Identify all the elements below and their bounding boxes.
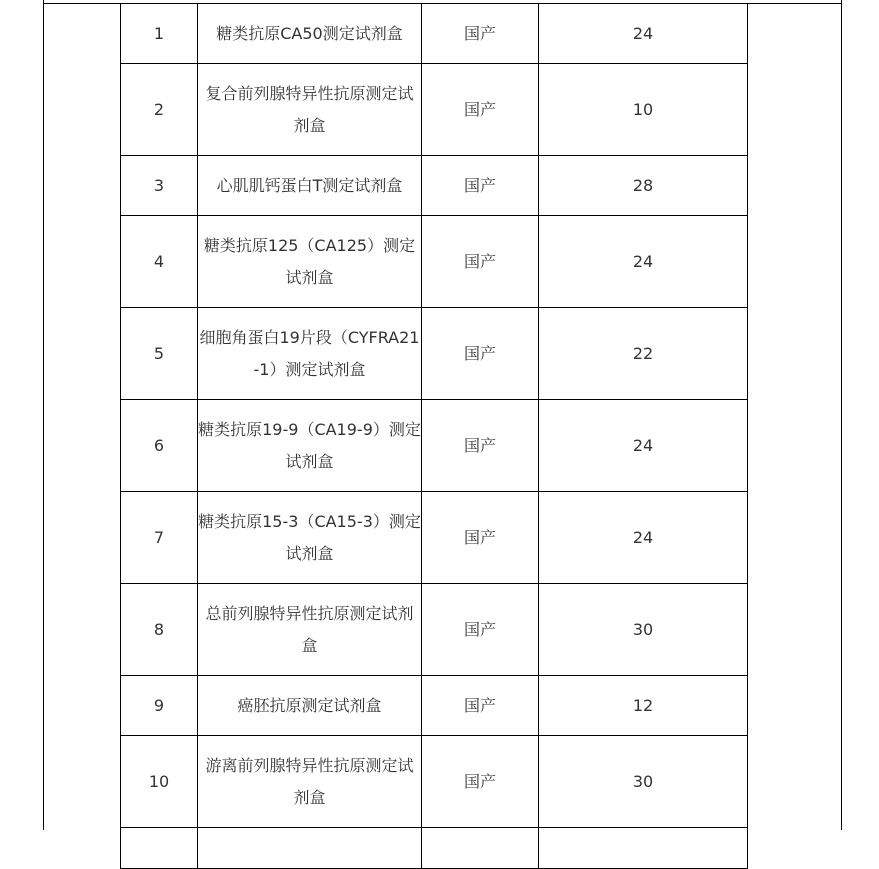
origin-cell: 国产	[422, 308, 539, 400]
table-row	[121, 584, 748, 676]
origin-cell: 国产	[422, 4, 539, 64]
quantity-cell: 12	[539, 676, 748, 736]
empty-cell	[539, 828, 748, 869]
table-row	[121, 492, 748, 584]
quantity-cell: 24	[539, 492, 748, 584]
product-name: 糖类抗原15-3（CA15-3）测定试剂盒	[198, 492, 422, 584]
outer-border-right	[841, 0, 842, 830]
origin-cell: 国产	[422, 676, 539, 736]
table-row	[121, 400, 748, 492]
quantity-cell: 30	[539, 736, 748, 828]
origin-cell: 国产	[422, 216, 539, 308]
table-row	[121, 308, 748, 400]
quantity-cell: 30	[539, 584, 748, 676]
quantity-cell: 28	[539, 156, 748, 216]
row-number: 1	[121, 4, 198, 64]
row-number: 8	[121, 584, 198, 676]
product-name: 总前列腺特异性抗原测定试剂盒	[198, 584, 422, 676]
product-name: 癌胚抗原测定试剂盒	[198, 676, 422, 736]
empty-cell	[198, 828, 422, 869]
product-name: 糖类抗原19-9（CA19-9）测定试剂盒	[198, 400, 422, 492]
table-row	[121, 828, 748, 869]
row-number: 5	[121, 308, 198, 400]
quantity-cell: 24	[539, 400, 748, 492]
row-number: 10	[121, 736, 198, 828]
row-number: 7	[121, 492, 198, 584]
row-number: 4	[121, 216, 198, 308]
origin-cell: 国产	[422, 584, 539, 676]
origin-cell: 国产	[422, 64, 539, 156]
table-row	[121, 4, 748, 64]
table-row	[121, 216, 748, 308]
outer-border-left	[43, 0, 44, 830]
product-name: 细胞角蛋白19片段（CYFRA21-1）测定试剂盒	[198, 308, 422, 400]
quantity-cell: 24	[539, 216, 748, 308]
product-name: 糖类抗原CA50测定试剂盒	[198, 4, 422, 64]
empty-cell	[422, 828, 539, 869]
product-name: 糖类抗原125（CA125）测定试剂盒	[198, 216, 422, 308]
quantity-cell: 22	[539, 308, 748, 400]
empty-cell	[121, 828, 198, 869]
table-row	[121, 736, 748, 828]
row-number: 2	[121, 64, 198, 156]
origin-cell: 国产	[422, 156, 539, 216]
row-number: 9	[121, 676, 198, 736]
reagent-table	[120, 3, 748, 869]
product-name: 复合前列腺特异性抗原测定试剂盒	[198, 64, 422, 156]
quantity-cell: 24	[539, 4, 748, 64]
table-row	[121, 156, 748, 216]
product-name: 游离前列腺特异性抗原测定试剂盒	[198, 736, 422, 828]
table-row	[121, 676, 748, 736]
origin-cell: 国产	[422, 400, 539, 492]
table-row	[121, 64, 748, 156]
row-number: 3	[121, 156, 198, 216]
quantity-cell: 10	[539, 64, 748, 156]
product-name: 心肌肌钙蛋白T测定试剂盒	[198, 156, 422, 216]
origin-cell: 国产	[422, 492, 539, 584]
origin-cell: 国产	[422, 736, 539, 828]
row-number: 6	[121, 400, 198, 492]
